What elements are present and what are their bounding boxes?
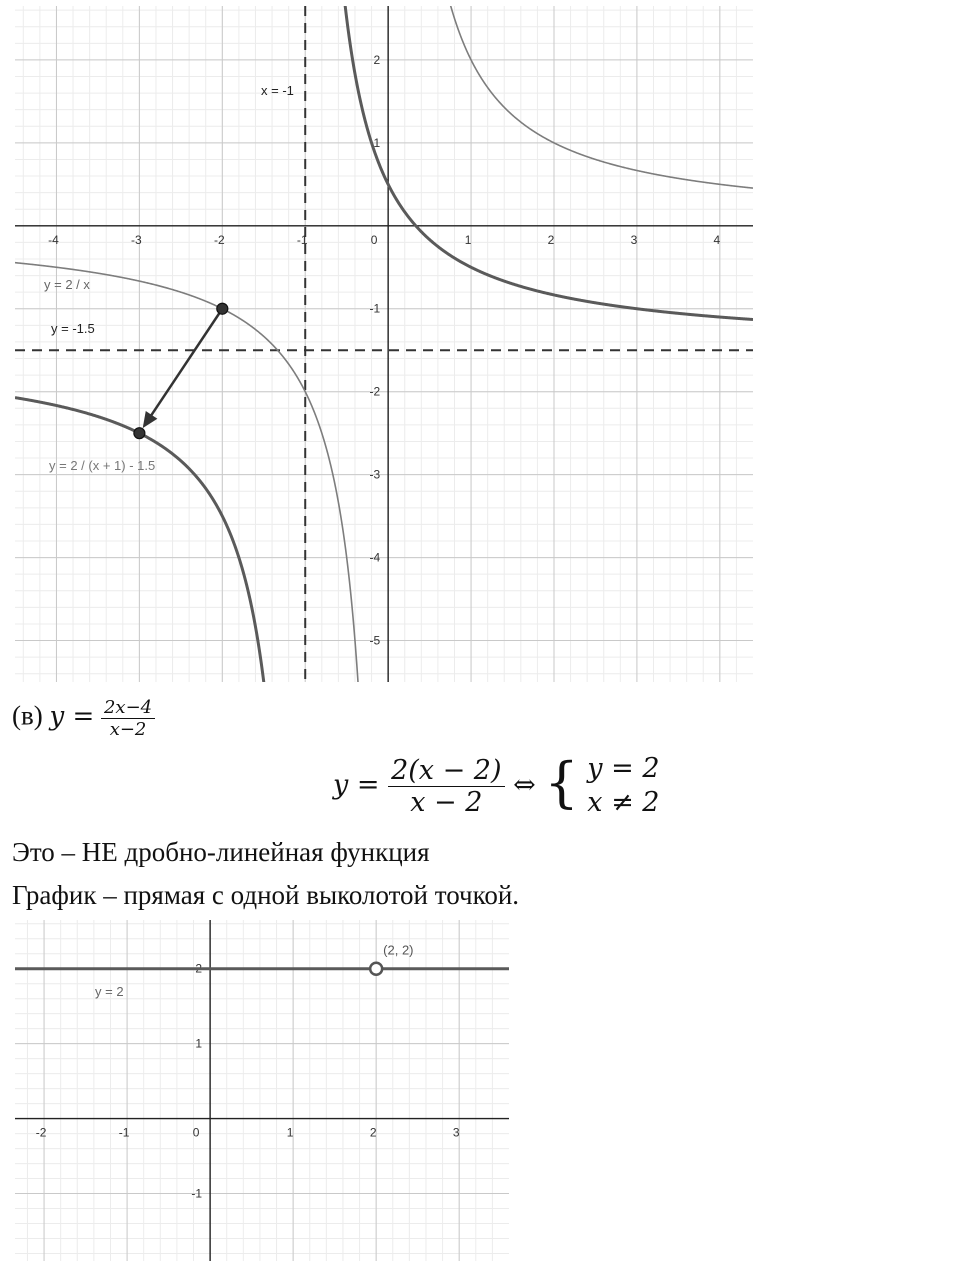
system-brace: { <box>544 750 579 814</box>
system-line-2: x ≠ 2 <box>587 787 660 818</box>
conclusion-line-2: График – прямая с одной выколотой точкой. <box>12 880 520 910</box>
conclusion-line-1: Это – НЕ дробно-линейная функция <box>12 837 430 867</box>
series-curve <box>15 6 753 682</box>
system-line-1: y = 2 <box>587 753 660 784</box>
data-point <box>217 303 228 314</box>
system <box>587 752 659 820</box>
x-tick-label: 0 <box>192 1125 200 1140</box>
y-tick-label: -2 <box>369 384 381 399</box>
x-tick-label: -1 <box>296 232 308 247</box>
series-label-shifted-hyperbola: y = 2 / (x + 1) - 1.5 <box>49 458 156 473</box>
open-point-label: (2, 2) <box>383 942 414 958</box>
x-tick-label: 3 <box>630 232 638 247</box>
equation-lhs: y = <box>49 701 95 732</box>
y-tick-label: -1 <box>369 301 381 316</box>
x-tick-label: -2 <box>213 232 225 247</box>
part-heading <box>12 697 155 740</box>
y-tick-label: 2 <box>195 961 203 976</box>
x-tick-label: 2 <box>547 232 555 247</box>
x-tick-label: 2 <box>369 1125 377 1140</box>
series-curve <box>15 6 753 682</box>
x-tick-label: 1 <box>464 232 472 247</box>
equation-fraction <box>101 697 155 740</box>
fraction-numerator: 2x−4 <box>101 697 155 719</box>
equivalence-symbol: ⇔ <box>513 769 536 801</box>
x-tick-label: -2 <box>35 1125 47 1140</box>
x-tick-label: -3 <box>131 232 142 247</box>
y-tick-label: -1 <box>191 1186 203 1201</box>
x-tick-label: 0 <box>370 232 378 247</box>
simplified-lhs: y = <box>333 769 380 801</box>
simplified-fraction <box>388 755 504 818</box>
open-point <box>370 963 382 975</box>
y-tick-label: -4 <box>369 550 381 565</box>
x-tick-label: 1 <box>286 1125 294 1140</box>
hyperbola-graph <box>15 6 753 682</box>
simplified-numerator: 2(x − 2) <box>388 755 504 787</box>
simplified-denominator: x − 2 <box>410 786 483 818</box>
y-tick-label: -5 <box>369 633 381 648</box>
asymptote-label-horizontal: y = -1.5 <box>51 321 95 336</box>
x-tick-label: 4 <box>713 232 721 247</box>
x-tick-label: -1 <box>118 1125 130 1140</box>
y-tick-label: 1 <box>195 1036 203 1051</box>
line-graph <box>15 920 509 1261</box>
x-tick-label: 3 <box>452 1125 460 1140</box>
series-label-y-2: y = 2 <box>95 984 124 999</box>
arrow-head <box>143 411 158 428</box>
part-label: (в) <box>12 700 43 731</box>
y-tick-label: -3 <box>369 467 381 482</box>
x-tick-label: -4 <box>48 232 59 247</box>
fraction-denominator: x−2 <box>109 719 147 740</box>
asymptote-label-vertical: x = -1 <box>261 83 294 98</box>
series-label-y-2-over-x: y = 2 / x <box>44 277 90 292</box>
y-tick-label: 2 <box>373 52 381 67</box>
y-tick-label: 1 <box>373 135 381 150</box>
data-point <box>134 428 145 439</box>
simplified-equation <box>333 752 660 820</box>
